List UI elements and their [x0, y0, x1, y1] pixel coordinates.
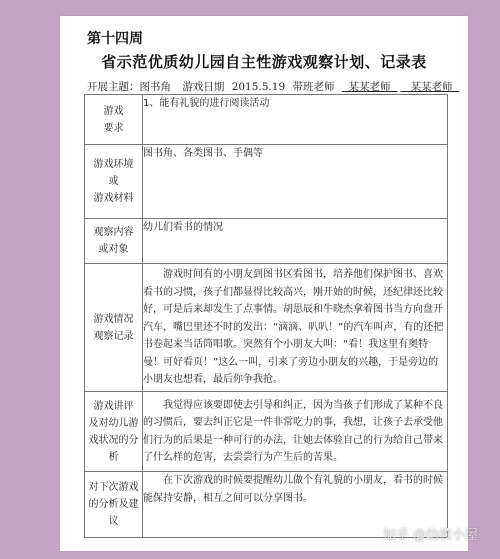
table-row: [85, 219, 448, 264]
row-label: 游戏情况 观察记录: [85, 264, 143, 392]
table-row: [85, 145, 448, 219]
theme-value: 图书角: [139, 81, 171, 93]
table-row: [85, 392, 448, 472]
date-value: 2015.5.19: [231, 81, 286, 93]
meta-line: [87, 79, 457, 94]
document-page: [60, 16, 468, 551]
watermark: 知乎 @幼教小屋: [382, 528, 478, 543]
table-row: [85, 95, 448, 145]
row-content: 在下次游戏的时候要提醒幼儿做个有礼貌的小朋友，看书的时候能保持安静，相互之间可以分享图书。: [143, 472, 448, 538]
document-title: 省示范优质幼儿园自主性游戏观察计划、记录表: [101, 53, 427, 71]
row-content: 图书角、各类图书、手偶等: [143, 145, 448, 219]
row-content: 我觉得应该要即使去引导和纠正，因为当孩子们形成了某种不良的习惯后，要去纠正它是一件非常吃力的事，我想，让孩子去承受他们行为的后果是一种可行的办法，让她去体验自己的行为给自己带来了什么样的危害，去尝尝行为产生后的苦果。: [143, 392, 448, 472]
week-heading: 第十四周: [87, 31, 143, 47]
row-content: 游戏时间有的小朋友到图书区看图书，培养他们保护图书、喜欢看书的习惯，孩子们都显得比较高兴，刚开始的时候，还纪律还比较好，可是后来却发生了点事情。胡思辰和牛晓杰拿着图书当方向盘开汽车，嘴巴里还不时的发出：“滴滴、叭叭！”的汽车叫声，有的还把书卷起来当话筒唱歌。突然有个小朋友大叫：“看！我这里有奥特曼！可好看页！”这么一叫，引来了旁边小朋友的兴趣，于是旁边的小朋友也想看，最后你争我抢。: [143, 264, 448, 392]
row-label: 游戏讲评 及对幼儿游 戏状况的分 析: [85, 392, 143, 472]
theme-label: 开展主题：: [87, 81, 140, 93]
teacher-2: 某某老师: [410, 81, 453, 93]
date-label: 游戏日期: [182, 81, 225, 93]
row-label: 游戏环境 或 游戏材料: [85, 145, 143, 219]
row-content: 1、能有礼貌的进行阅读活动: [143, 95, 448, 145]
class-label: 带班老师: [292, 81, 335, 93]
row-content: 幼儿们看书的情况: [143, 219, 448, 264]
teacher-1: 某某老师: [348, 81, 391, 93]
row-label: 观察内容 或对象: [85, 219, 143, 264]
row-label: 游戏 要求: [85, 95, 143, 145]
observation-table: [84, 94, 448, 538]
row-label: 对下次游戏 的分析及建 议: [85, 472, 143, 538]
table-row: [85, 264, 448, 392]
